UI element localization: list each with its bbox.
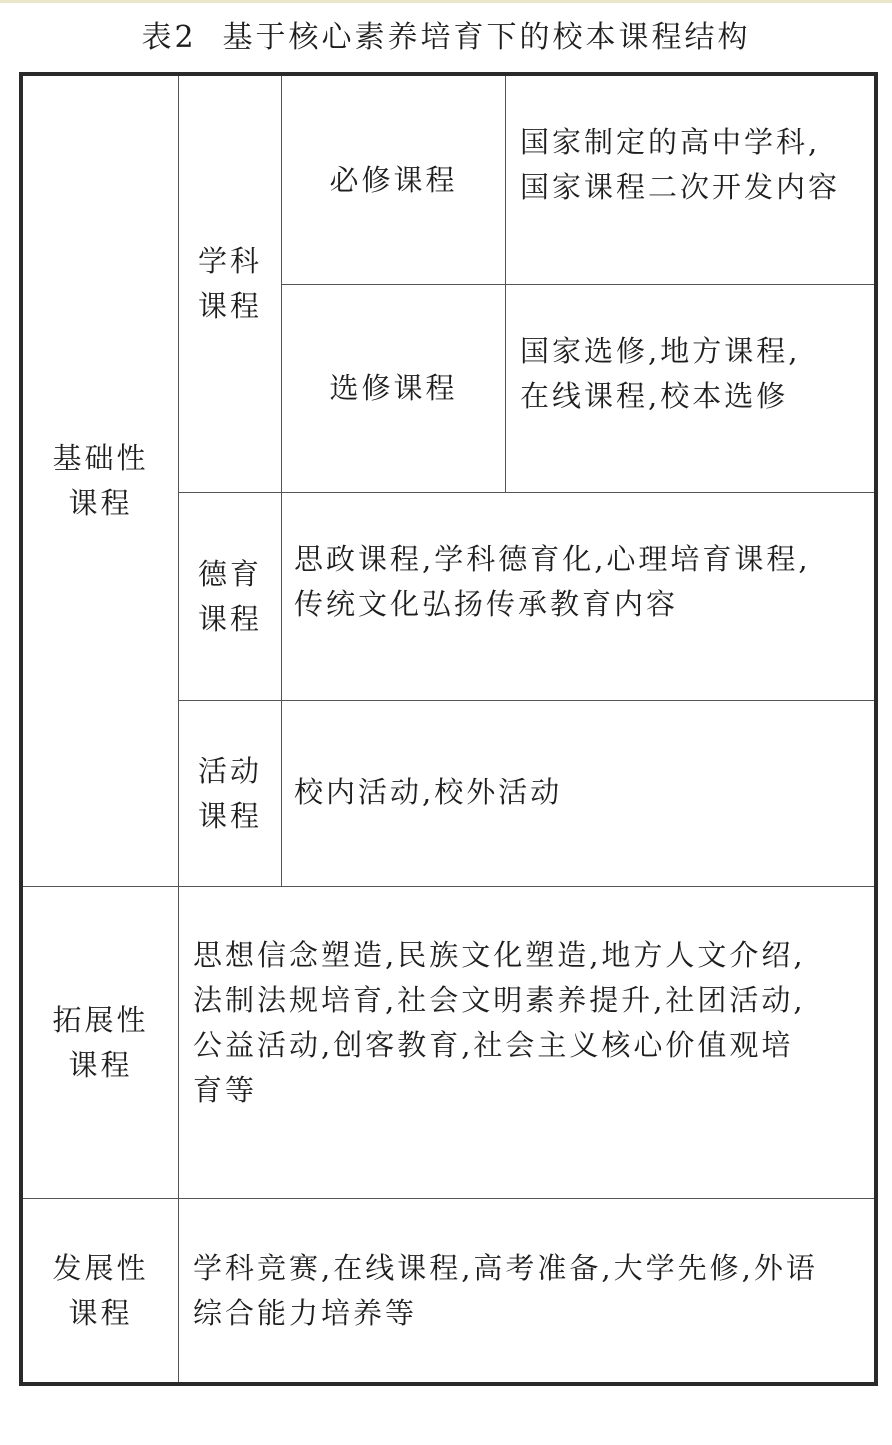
development-course-content: 学科竞赛,在线课程,高考准备,大学先修,外语 综合能力培养等 (193, 1250, 818, 1330)
table-number: 表2 (141, 20, 197, 55)
activity-course-content-cell (281, 700, 874, 886)
top-decoration-strip (0, 0, 892, 3)
required-course-content-cell (505, 76, 874, 284)
elective-course-content-cell (505, 284, 874, 492)
moral-course-content: 思政课程,学科德育化,心理培育课程, 传统文化弘扬传承教育内容 (294, 541, 811, 621)
category-extension-cell (23, 886, 178, 1198)
elective-course-content: 国家选修,地方课程, 在线课程,校本选修 (520, 333, 801, 413)
development-course-content-cell (178, 1198, 874, 1382)
curriculum-structure-table (19, 72, 878, 1386)
category-foundation-cell (23, 76, 178, 886)
extension-course-content-cell (178, 886, 874, 1198)
subject-course-cell (178, 76, 281, 492)
extension-course-content: 思想信念塑造,民族文化塑造,地方人文介绍, 法制法规培育,社会文明素养提升,社团活动, 公益活动,创客教育,社会主义核心价值观培 育等 (193, 937, 806, 1107)
activity-course-label: 活动 课程 (197, 753, 262, 833)
subject-course-label: 学科 课程 (197, 244, 262, 323)
activity-course-cell (178, 700, 281, 886)
required-course-content: 国家制定的高中学科, 国家课程二次开发内容 (520, 125, 841, 204)
category-development-cell (23, 1198, 178, 1382)
category-foundation-label: 基础性 课程 (52, 441, 149, 520)
category-extension-label: 拓展性 课程 (52, 1002, 149, 1082)
moral-course-label: 德育 课程 (197, 556, 262, 636)
table-caption (0, 18, 892, 58)
moral-course-content-cell (281, 492, 874, 700)
category-development-label: 发展性 课程 (52, 1250, 149, 1330)
table-title: 基于核心素养培育下的校本课程结构 (222, 20, 751, 55)
required-course-cell (281, 76, 505, 284)
elective-course-label: 选修课程 (329, 371, 458, 405)
activity-course-content: 校内活动,校外活动 (294, 775, 563, 809)
moral-course-cell (178, 492, 281, 700)
elective-course-cell (281, 284, 505, 492)
required-course-label: 必修课程 (329, 162, 458, 197)
